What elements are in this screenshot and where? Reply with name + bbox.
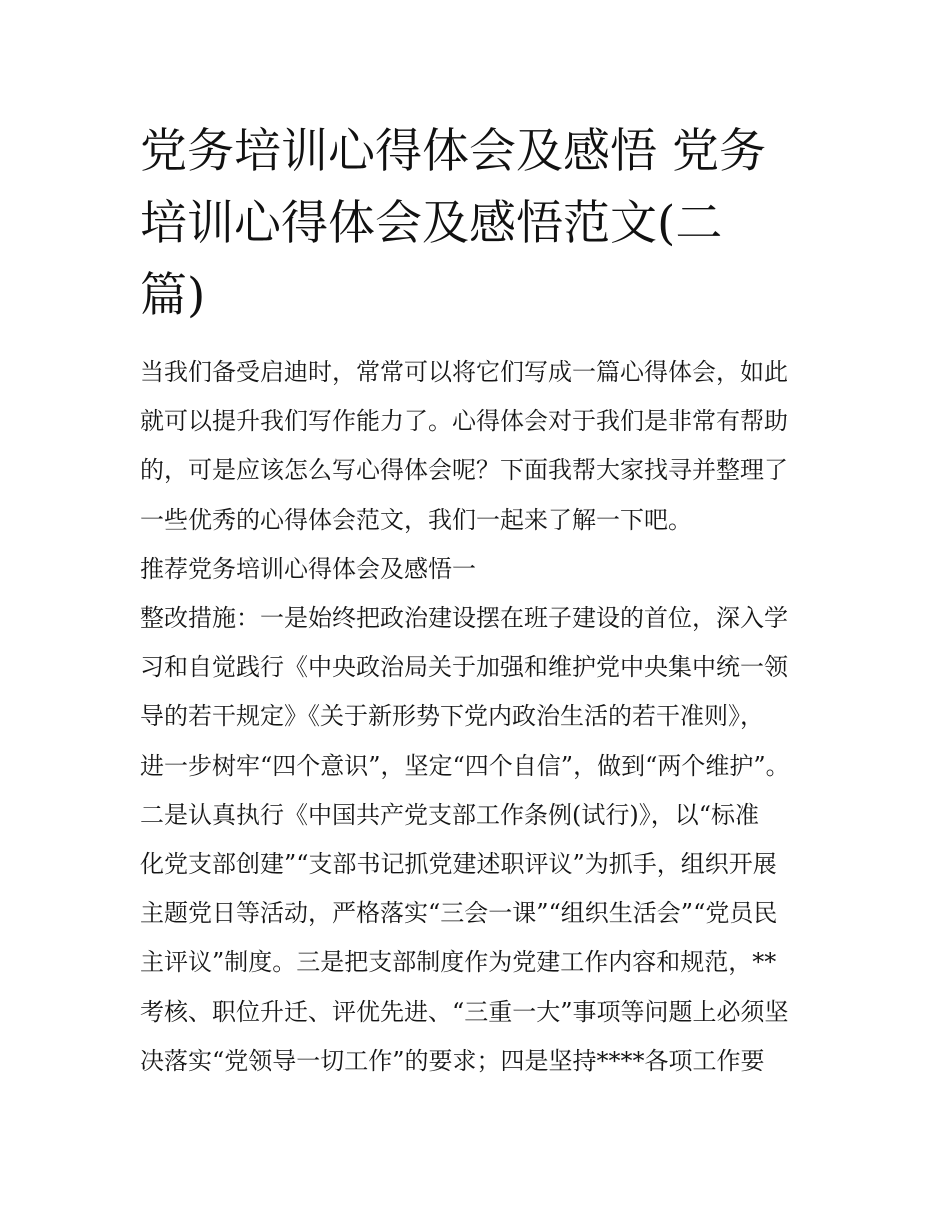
body-line: 当我们备受启迪时，常常可以将它们写成一篇心得体会，如此 [140,358,788,386]
body-line: 考核、职位升迁、评优先进、“三重一大”事项等问题上必须坚 [140,997,789,1026]
body-line: 主题党日等活动，严格落实“三会一课”“组织生活会”“党员民 [140,899,778,928]
document-content [140,116,815,1086]
body-line: 化党支部创建”“支部书记抓党建述职评议”为抓手，组织开展 [140,850,777,879]
body-line: 的，可是应该怎么写心得体会呢？下面我帮大家找寻并整理了 [140,456,788,485]
body-line: 主评议”制度。三是把支部制度作为党建工作内容和规范，** [140,948,777,977]
body-line: 一些优秀的心得体会范文，我们一起来了解一下吧。 [140,505,692,534]
body-line: 就可以提升我们写作能力了。心得体会对于我们是非常有帮助 [140,407,788,436]
body-line: 二是认真执行《中国共产党支部工作条例(试行)》，以“标准 [140,800,759,829]
document-body [140,348,815,1086]
body-line: 导的若干规定》《关于新形势下党内政治生活的若干准则》， [140,702,764,731]
body-line: 决落实“党领导一切工作”的要求；四是坚持****各项工作要 [140,1046,765,1075]
document-title [140,116,815,332]
section-heading: 推荐党务培训心得体会及感悟一 [140,554,476,583]
body-line: 进一步树牢“四个意识”，坚定“四个自信”，做到“两个维护”。 [140,751,790,780]
title-line: 培训心得体会及感悟范文(二 [140,196,723,251]
title-line: 党务培训心得体会及感悟 党务 [140,124,766,179]
body-line: 习和自觉践行《中央政治局关于加强和维护党中央集中统一领 [140,653,788,682]
title-line: 篇) [140,268,206,323]
body-line: 整改措施：一是始终把政治建设摆在班子建设的首位，深入学 [140,604,788,633]
